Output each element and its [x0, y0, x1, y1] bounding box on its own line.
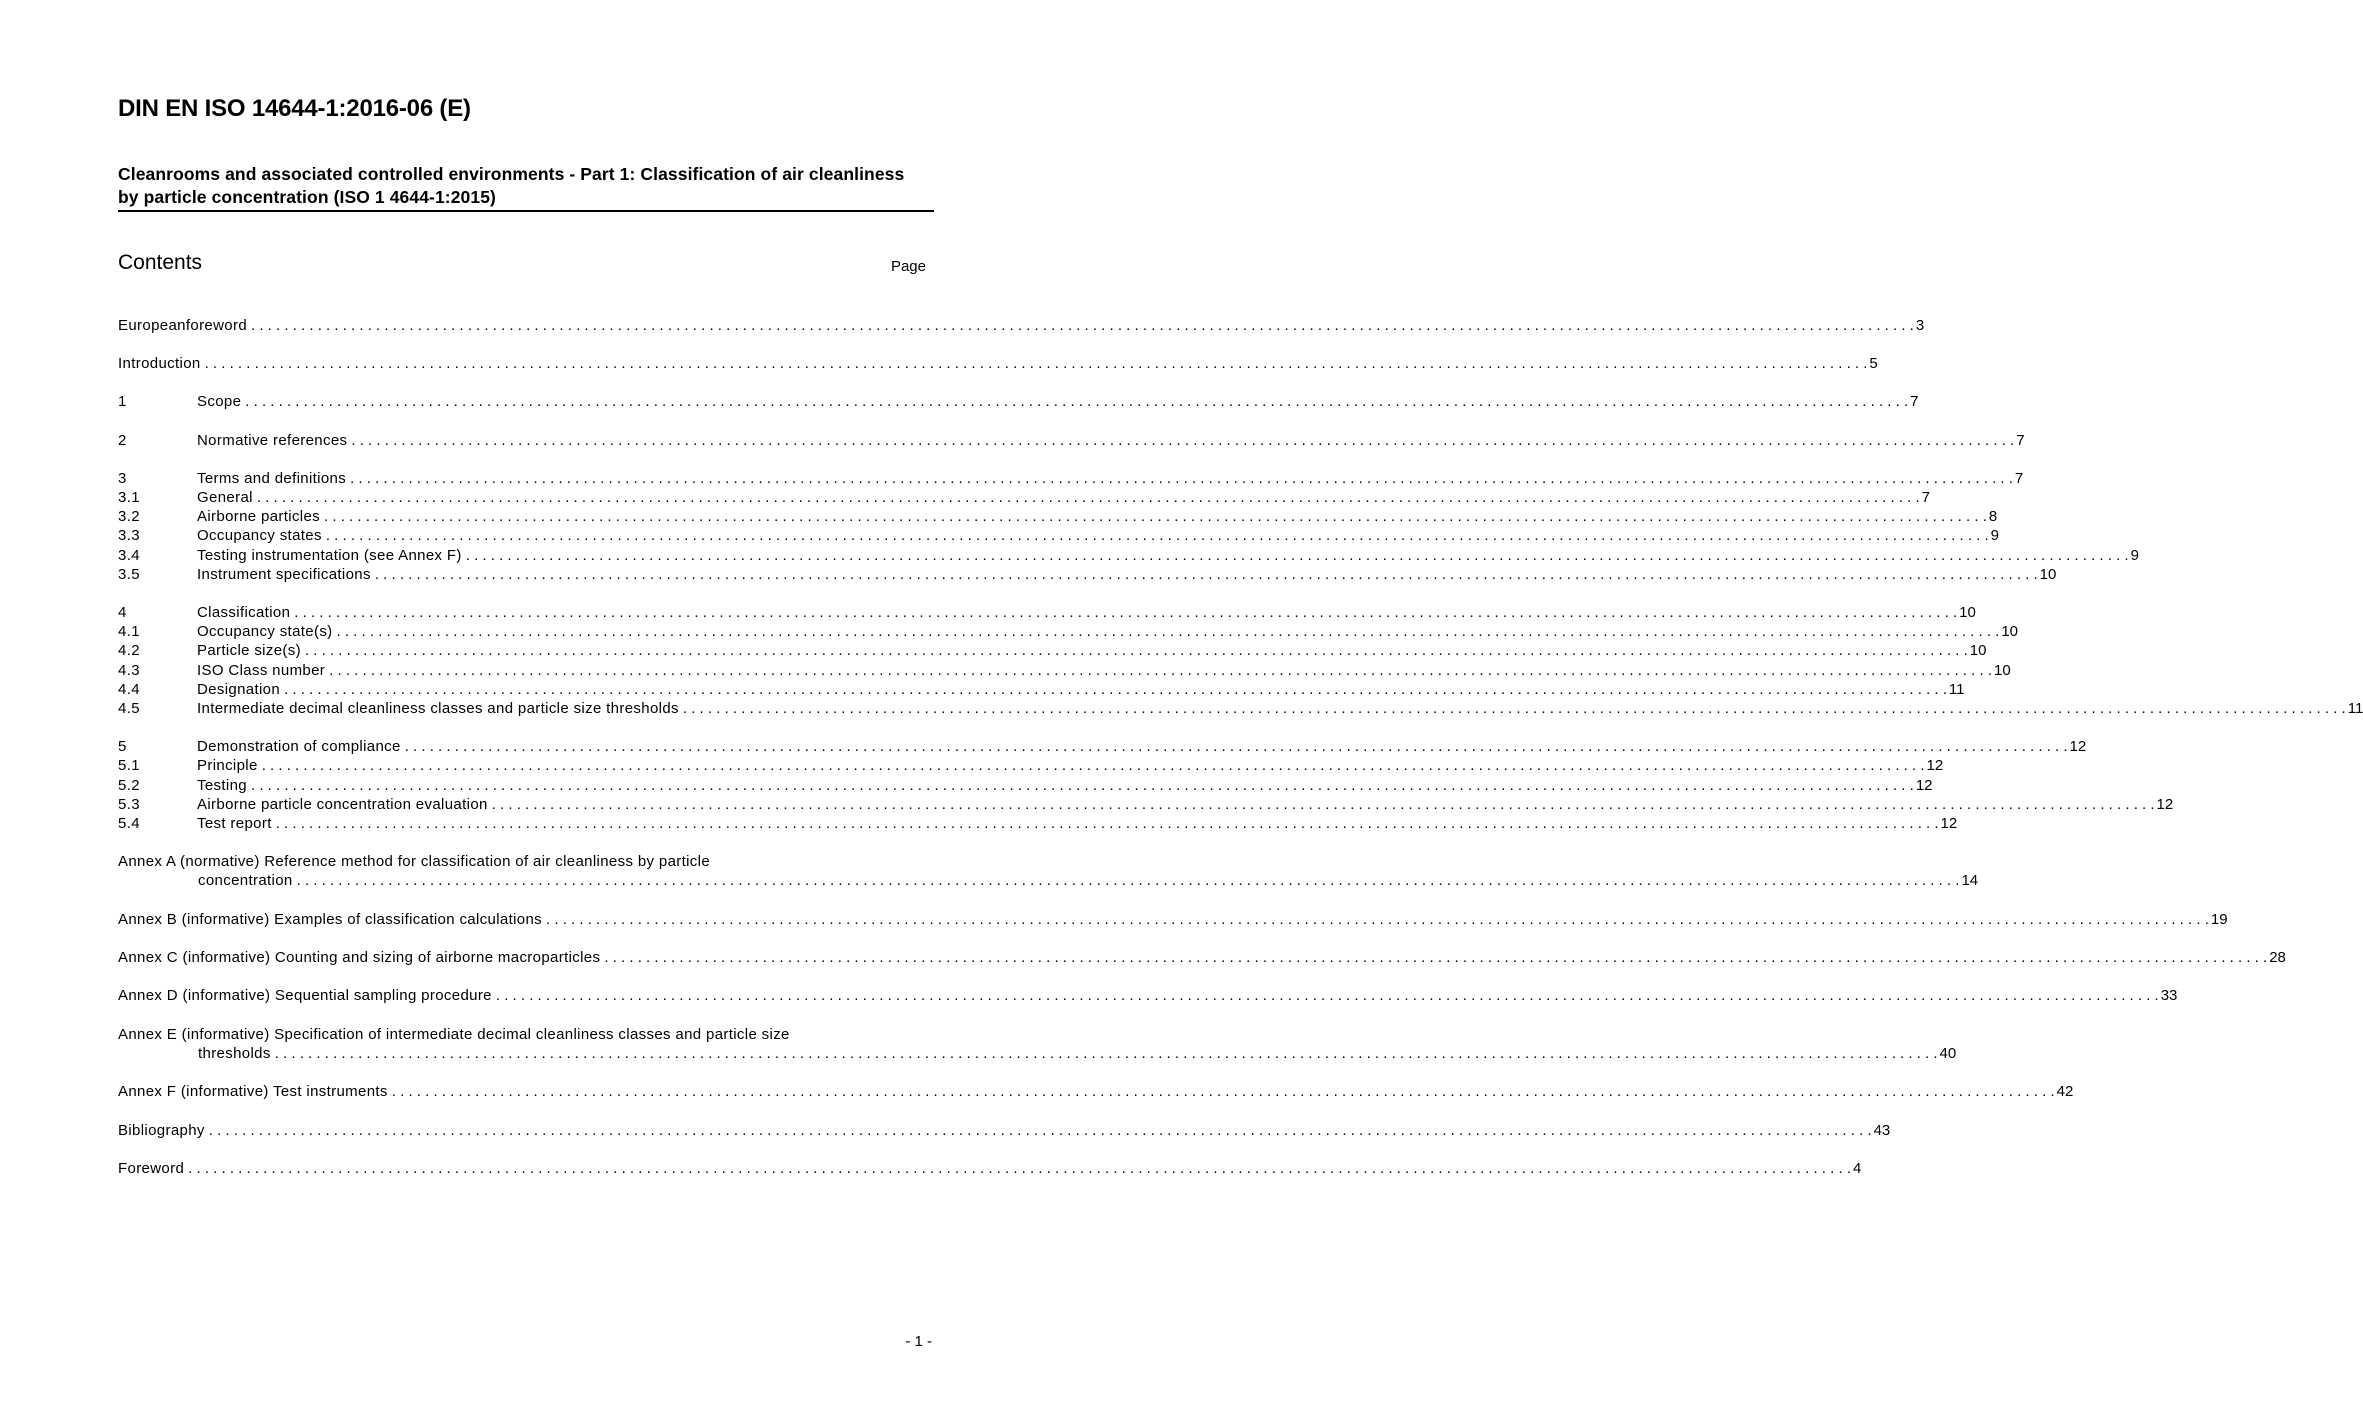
toc-entry[interactable]: [118, 680, 1965, 699]
toc-entry-title: Occupancy state(s): [197, 623, 333, 640]
toc-entry-page: 10: [1969, 642, 1987, 659]
toc-entry-title-continued: concentration: [198, 872, 293, 890]
dot-leader: . . . . . . . . . . . . . . . . . . . . . . . . . . . . . . . . . . . . . . . . . . . . . . . . . . . . . . . . . . . . . . . . . . . . . . . . . . . . . . . . . . . . . . . . . . . . . . . . . . . . . . . . . . . . . . . . . . . . . . . . . . . . . . . . . . . . . . . . . . . . . . . . . . . . . . . . . . . . . . . . . . . . . . . . . . . . . . . . . . . . . . . . . . . . . . . . . . . . . . . .: [351, 432, 2015, 449]
toc-entry-title: Annex F (informative) Test instruments: [118, 1083, 388, 1100]
toc-entry-page: 7: [2016, 432, 2025, 449]
toc-entry-page: 4: [1852, 1160, 1862, 1177]
dot-leader: . . . . . . . . . . . . . . . . . . . . . . . . . . . . . . . . . . . . . . . . . . . . . . . . . . . . . . . . . . . . . . . . . . . . . . . . . . . . . . . . . . . . . . . . . . . . . . . . . . . . . . . . . . . . . . . . . . . . . . . . . . . . . . . . . . . . . . . . . . . . . . . . . . . . . . . . . . . . . . . . . . . . . . . . . . . . . . . . . . . . . . . . . . . . . . . . . . . . . . . .: [465, 547, 2129, 564]
contents-heading: Contents: [118, 251, 203, 274]
toc-entry-title: Annex D (informative) Sequential sampling procedure: [118, 987, 492, 1004]
toc-entry-number: 5.3: [118, 796, 140, 813]
document-subtitle: Cleanrooms and associated controlled environments - Part 1: Classification of air cleanliness by particle concentration (ISO 1 4644-1:2015): [118, 164, 905, 207]
toc-entry-page: 14: [1961, 872, 1979, 890]
dot-leader: . . . . . . . . . . . . . . . . . . . . . . . . . . . . . . . . . . . . . . . . . . . . . . . . . . . . . . . . . . . . . . . . . . . . . . . . . . . . . . . . . . . . . . . . . . . . . . . . . . . . . . . . . . . . . . . . . . . . . . . . . . . . . . . . . . . . . . . . . . . . . . . . . . . . . . . . . . . . . . . . . . . . . . . . . . . . . . . . . . . . . . . . . . . . . . . . . . . . . . . .: [604, 949, 2268, 966]
toc-entry-page: 12: [1926, 757, 1944, 774]
toc-entry[interactable]: [118, 546, 2139, 565]
toc-entry-title: Europeanforeword: [118, 317, 248, 334]
toc-entry-title: Demonstration of compliance: [197, 738, 401, 755]
toc-entry-title: Foreword: [118, 1160, 185, 1177]
toc-entry-page: 11: [1948, 681, 1965, 698]
toc-entry-page: 7: [2014, 470, 2024, 487]
toc-entry-title: Annex E (informative) Specification of intermediate decimal cleanliness classes and particle size: [118, 1026, 790, 1043]
dot-leader: . . . . . . . . . . . . . . . . . . . . . . . . . . . . . . . . . . . . . . . . . . . . . . . . . . . . . . . . . . . . . . . . . . . . . . . . . . . . . . . . . . . . . . . . . . . . . . . . . . . . . . . . . . . . . . . . . . . . . . . . . . . . . . . . . . . . . . . . . . . . . . . . . . . . . . . . . . . . . . . . . . . . . . . . . . . . . . . . . . . . . . . . . . . . . . . . . . . . . . . .: [294, 604, 1958, 621]
toc-entry-number: 4.2: [118, 642, 140, 659]
toc-entry-number: 3.2: [118, 508, 140, 525]
toc-entry[interactable]: [118, 488, 1930, 507]
toc-entry-page: 9: [1990, 527, 1999, 544]
toc-entry-page: 8: [1988, 508, 1998, 525]
toc-entry-page: 10: [1993, 662, 2011, 679]
toc-entry-title: General: [197, 489, 253, 506]
toc-entry[interactable]: [118, 661, 2011, 680]
toc-entry[interactable]: [118, 565, 2057, 584]
dot-leader: . . . . . . . . . . . . . . . . . . . . . . . . . . . . . . . . . . . . . . . . . . . . . . . . . . . . . . . . . . . . . . . . . . . . . . . . . . . . . . . . . . . . . . . . . . . . . . . . . . . . . . . . . . . . . . . . . . . . . . . . . . . . . . . . . . . . . . . . . . . . . . . . . . . . . . . . . . . . . . . . . . . . . . . . . . . . . . . . . . . . . . . . . . . . . . . . . . . . . . . .: [251, 317, 1914, 334]
toc-entry-title: ISO Class number: [197, 662, 326, 679]
toc-entry-title-continued: thresholds: [198, 1045, 271, 1063]
toc-entry-page: 12: [2069, 738, 2087, 755]
dot-leader: . . . . . . . . . . . . . . . . . . . . . . . . . . . . . . . . . . . . . . . . . . . . . . . . . . . . . . . . . . . . . . . . . . . . . . . . . . . . . . . . . . . . . . . . . . . . . . . . . . . . . . . . . . . . . . . . . . . . . . . . . . . . . . . . . . . . . . . . . . . . . . . . . . . . . . . . . . . . . . . . . . . . . . . . . . . . . . . . . . . . . . . . . . . . . . . . . . . . . . . .: [250, 777, 1914, 794]
toc-entry-page: 40: [1939, 1045, 1957, 1063]
toc-entry[interactable]: [118, 526, 1999, 545]
toc-entry-number: 4.5: [118, 700, 140, 717]
toc-entry-title: Normative references: [197, 432, 348, 449]
dot-leader: . . . . . . . . . . . . . . . . . . . . . . . . . . . . . . . . . . . . . . . . . . . . . . . . . . . . . . . . . . . . . . . . . . . . . . . . . . . . . . . . . . . . . . . . . . . . . . . . . . . . . . . . . . . . . . . . . . . . . . . . . . . . . . . . . . . . . . . . . . . . . . . . . . . . . . . . . . . . . . . . . . . . . . . . . . . . . . . . . . . . . . . . . . . . . . . . . . . . . . . .: [208, 1122, 1872, 1139]
toc-entry-title: Annex C (informative) Counting and sizing of airborne macroparticles: [118, 949, 601, 966]
dot-leader: . . . . . . . . . . . . . . . . . . . . . . . . . . . . . . . . . . . . . . . . . . . . . . . . . . . . . . . . . . . . . . . . . . . . . . . . . . . . . . . . . . . . . . . . . . . . . . . . . . . . . . . . . . . . . . . . . . . . . . . . . . . . . . . . . . . . . . . . . . . . . . . . . . . . . . . . . . . . . . . . . . . . . . . . . . . . . . . . . . . . . . . . . . . . . . . . . . . . . . . .: [325, 527, 1989, 544]
toc-entry-number: 4.1: [118, 623, 140, 640]
toc-entry-title: Testing instrumentation (see Annex F): [197, 547, 462, 564]
toc-entry-title: Introduction: [118, 355, 201, 372]
toc-entry-title: Test report: [197, 815, 272, 832]
dot-leader: . . . . . . . . . . . . . . . . . . . . . . . . . . . . . . . . . . . . . . . . . . . . . . . . . . . . . . . . . . . . . . . . . . . . . . . . . . . . . . . . . . . . . . . . . . . . . . . . . . . . . . . . . . . . . . . . . . . . . . . . . . . . . . . . . . . . . . . . . . . . . . . . . . . . . . . . . . . . . . . . . . . . . . . . . . . . . . . . . . . . . . . . . . . . . . . . . . . . . . . .: [391, 1083, 2055, 1100]
toc-entry-page: 19: [2210, 911, 2228, 928]
dot-leader: . . . . . . . . . . . . . . . . . . . . . . . . . . . . . . . . . . . . . . . . . . . . . . . . . . . . . . . . . . . . . . . . . . . . . . . . . . . . . . . . . . . . . . . . . . . . . . . . . . . . . . . . . . . . . . . . . . . . . . . . . . . . . . . . . . . . . . . . . . . . . . . . . . . . . . . . . . . . . . . . . . . . . . . . . . . . . . . . . . . . . . . . . . . . . . . . . . . . . . . .: [491, 796, 2155, 813]
toc-entry-page: 33: [2160, 987, 2178, 1004]
dot-leader: . . . . . . . . . . . . . . . . . . . . . . . . . . . . . . . . . . . . . . . . . . . . . . . . . . . . . . . . . . . . . . . . . . . . . . . . . . . . . . . . . . . . . . . . . . . . . . . . . . . . . . . . . . . . . . . . . . . . . . . . . . . . . . . . . . . . . . . . . . . . . . . . . . . . . . . . . . . . . . . . . . . . . . . . . . . . . . . . . . . . . . . . . . . . . . . . . . . . . . . .: [284, 681, 1947, 698]
toc-entry-number: 3.3: [118, 527, 140, 544]
toc-entry[interactable]: [118, 910, 2228, 929]
toc-entry-number: 5: [118, 738, 127, 755]
toc-entry-number: 3.5: [118, 566, 140, 583]
toc-entry[interactable]: [118, 1159, 1862, 1178]
toc-entry-page: 10: [2039, 566, 2057, 583]
toc-entry-number: 2: [118, 432, 127, 449]
toc-entry-page: 7: [1910, 393, 1919, 410]
dot-leader: . . . . . . . . . . . . . . . . . . . . . . . . . . . . . . . . . . . . . . . . . . . . . . . . . . . . . . . . . . . . . . . . . . . . . . . . . . . . . . . . . . . . . . . . . . . . . . . . . . . . . . . . . . . . . . . . . . . . . . . . . . . . . . . . . . . . . . . . . . . . . . . . . . . . . . . . . . . . . . . . . . . . . . . . . . . . . . . . . . . . . . . . . . . . . . . . . . . . . . . .: [245, 393, 1909, 410]
toc-entry[interactable]: [118, 814, 1958, 833]
dot-leader: . . . . . . . . . . . . . . . . . . . . . . . . . . . . . . . . . . . . . . . . . . . . . . . . . . . . . . . . . . . . . . . . . . . . . . . . . . . . . . . . . . . . . . . . . . . . . . . . . . . . . . . . . . . . . . . . . . . . . . . . . . . . . . . . . . . . . . . . . . . . . . . . . . . . . . . . . . . . . . . . . . . . . . . . . . . . . . . . . . . . . . . . . . . . . . . . . . . . . . . .: [682, 700, 2346, 717]
toc-entry[interactable]: [118, 795, 2174, 814]
toc-entry-page: 28: [2269, 949, 2286, 966]
toc-entry-page: 9: [2130, 547, 2139, 564]
toc-entry-page: 11: [2347, 700, 2363, 717]
toc-entry[interactable]: [118, 852, 1979, 891]
toc-entry-page: 5: [1869, 355, 1878, 372]
toc-entry-number: 3.4: [118, 547, 140, 564]
toc-entry[interactable]: [118, 392, 1919, 411]
toc-entry-page: 12: [2156, 796, 2174, 813]
toc-entry[interactable]: [118, 737, 2087, 756]
toc-entry[interactable]: [118, 316, 1925, 335]
toc-entry-number: 5.2: [118, 777, 140, 794]
toc-entry[interactable]: [118, 699, 2363, 718]
dot-leader: . . . . . . . . . . . . . . . . . . . . . . . . . . . . . . . . . . . . . . . . . . . . . . . . . . . . . . . . . . . . . . . . . . . . . . . . . . . . . . . . . . . . . . . . . . . . . . . . . . . . . . . . . . . . . . . . . . . . . . . . . . . . . . . . . . . . . . . . . . . . . . . . . . . . . . . . . . . . . . . . . . . . . . . . . . . . . . . . . . . . . . . . . . . . . . . . . . . . . . . .: [275, 815, 1939, 832]
toc-entry-title: Occupancy states: [197, 527, 322, 544]
toc-entry-title: Airborne particles: [197, 508, 321, 525]
toc-entry-number: 1: [118, 393, 127, 410]
dot-leader: . . . . . . . . . . . . . . . . . . . . . . . . . . . . . . . . . . . . . . . . . . . . . . . . . . . . . . . . . . . . . . . . . . . . . . . . . . . . . . . . . . . . . . . . . . . . . . . . . . . . . . . . . . . . . . . . . . . . . . . . . . . . . . . . . . . . . . . . . . . . . . . . . . . . . . . . . . . . . . . . . . . . . . . . . . . . . . . . . . . . . . . . . . . . . . . . . . . . . . . .: [204, 355, 1868, 372]
dot-leader: . . . . . . . . . . . . . . . . . . . . . . . . . . . . . . . . . . . . . . . . . . . . . . . . . . . . . . . . . . . . . . . . . . . . . . . . . . . . . . . . . . . . . . . . . . . . . . . . . . . . . . . . . . . . . . . . . . . . . . . . . . . . . . . . . . . . . . . . . . . . . . . . . . . . . . . . . . . . . . . . . . . . . . . . . . . . . . . . . . . . . . . . . . . . . . . . . . . . . . . .: [274, 1045, 1938, 1063]
page-number: - 1 -: [905, 1333, 932, 1350]
toc-entry[interactable]: [118, 948, 2286, 967]
title-divider: [118, 210, 934, 212]
toc-entry[interactable]: [118, 641, 1987, 660]
toc-entry[interactable]: [118, 354, 1878, 373]
dot-leader: . . . . . . . . . . . . . . . . . . . . . . . . . . . . . . . . . . . . . . . . . . . . . . . . . . . . . . . . . . . . . . . . . . . . . . . . . . . . . . . . . . . . . . . . . . . . . . . . . . . . . . . . . . . . . . . . . . . . . . . . . . . . . . . . . . . . . . . . . . . . . . . . . . . . . . . . . . . . . . . . . . . . . . . . . . . . . . . . . . . . . . . . . . . . . . . . . . . . . . . .: [350, 470, 2013, 487]
toc-entry-number: 3.1: [118, 489, 140, 506]
toc-entry-number: 5.1: [118, 757, 140, 774]
dot-leader: . . . . . . . . . . . . . . . . . . . . . . . . . . . . . . . . . . . . . . . . . . . . . . . . . . . . . . . . . . . . . . . . . . . . . . . . . . . . . . . . . . . . . . . . . . . . . . . . . . . . . . . . . . . . . . . . . . . . . . . . . . . . . . . . . . . . . . . . . . . . . . . . . . . . . . . . . . . . . . . . . . . . . . . . . . . . . . . . . . . . . . . . . . . . . . . . . . . . . . . .: [324, 508, 1987, 525]
document-title: DIN EN ISO 14644-1:2016-06 (E): [118, 95, 471, 122]
page-column-heading: Page: [890, 258, 926, 275]
toc-entry[interactable]: [118, 469, 2024, 488]
toc-entry-title: Instrument specifications: [197, 566, 371, 583]
toc-entry-number: 4.3: [118, 662, 140, 679]
dot-leader: . . . . . . . . . . . . . . . . . . . . . . . . . . . . . . . . . . . . . . . . . . . . . . . . . . . . . . . . . . . . . . . . . . . . . . . . . . . . . . . . . . . . . . . . . . . . . . . . . . . . . . . . . . . . . . . . . . . . . . . . . . . . . . . . . . . . . . . . . . . . . . . . . . . . . . . . . . . . . . . . . . . . . . . . . . . . . . . . . . . . . . . . . . . . . . . . . . . . . . . .: [495, 987, 2159, 1004]
toc-entry-page: 10: [2001, 623, 2019, 640]
toc-entry[interactable]: [118, 986, 2178, 1005]
toc-entry-title: Annex A (normative) Reference method for classification of air cleanliness by particle: [118, 853, 711, 870]
toc-entry-page: 7: [1921, 489, 1930, 506]
toc-entry-title: Classification: [197, 604, 291, 621]
dot-leader: . . . . . . . . . . . . . . . . . . . . . . . . . . . . . . . . . . . . . . . . . . . . . . . . . . . . . . . . . . . . . . . . . . . . . . . . . . . . . . . . . . . . . . . . . . . . . . . . . . . . . . . . . . . . . . . . . . . . . . . . . . . . . . . . . . . . . . . . . . . . . . . . . . . . . . . . . . . . . . . . . . . . . . . . . . . . . . . . . . . . . . . . . . . . . . . . . . . . . . . .: [329, 662, 1992, 679]
toc-entry[interactable]: [118, 431, 2025, 450]
dot-leader: . . . . . . . . . . . . . . . . . . . . . . . . . . . . . . . . . . . . . . . . . . . . . . . . . . . . . . . . . . . . . . . . . . . . . . . . . . . . . . . . . . . . . . . . . . . . . . . . . . . . . . . . . . . . . . . . . . . . . . . . . . . . . . . . . . . . . . . . . . . . . . . . . . . . . . . . . . . . . . . . . . . . . . . . . . . . . . . . . . . . . . . . . . . . . . . . . . . . . . . .: [336, 623, 2000, 640]
toc-entry-title: Scope: [197, 393, 242, 410]
toc-entry-title: Designation: [197, 681, 281, 698]
toc-entry[interactable]: [118, 776, 1933, 795]
dot-leader: . . . . . . . . . . . . . . . . . . . . . . . . . . . . . . . . . . . . . . . . . . . . . . . . . . . . . . . . . . . . . . . . . . . . . . . . . . . . . . . . . . . . . . . . . . . . . . . . . . . . . . . . . . . . . . . . . . . . . . . . . . . . . . . . . . . . . . . . . . . . . . . . . . . . . . . . . . . . . . . . . . . . . . . . . . . . . . . . . . . . . . . . . . . . . . . . . . . . . . . .: [304, 642, 1968, 659]
dot-leader: . . . . . . . . . . . . . . . . . . . . . . . . . . . . . . . . . . . . . . . . . . . . . . . . . . . . . . . . . . . . . . . . . . . . . . . . . . . . . . . . . . . . . . . . . . . . . . . . . . . . . . . . . . . . . . . . . . . . . . . . . . . . . . . . . . . . . . . . . . . . . . . . . . . . . . . . . . . . . . . . . . . . . . . . . . . . . . . . . . . . . . . . . . . . . . . . . . . . . . . .: [188, 1160, 1851, 1177]
toc-entry-title: Testing: [197, 777, 247, 794]
toc-entry-page: 43: [1873, 1122, 1891, 1139]
toc-entry[interactable]: [118, 507, 1998, 526]
toc-entry-page: 12: [1915, 777, 1933, 794]
toc-entry-title: Annex B (informative) Examples of classification calculations: [118, 911, 543, 928]
toc-entry-title: Terms and definitions: [197, 470, 347, 487]
toc-entry-page: 10: [1959, 604, 1976, 621]
dot-leader: . . . . . . . . . . . . . . . . . . . . . . . . . . . . . . . . . . . . . . . . . . . . . . . . . . . . . . . . . . . . . . . . . . . . . . . . . . . . . . . . . . . . . . . . . . . . . . . . . . . . . . . . . . . . . . . . . . . . . . . . . . . . . . . . . . . . . . . . . . . . . . . . . . . . . . . . . . . . . . . . . . . . . . . . . . . . . . . . . . . . . . . . . . . . . . . . . . . . . . . .: [296, 872, 1960, 890]
toc-entry-title: Bibliography: [118, 1122, 205, 1139]
toc-entry-page: 3: [1915, 317, 1925, 334]
dot-leader: . . . . . . . . . . . . . . . . . . . . . . . . . . . . . . . . . . . . . . . . . . . . . . . . . . . . . . . . . . . . . . . . . . . . . . . . . . . . . . . . . . . . . . . . . . . . . . . . . . . . . . . . . . . . . . . . . . . . . . . . . . . . . . . . . . . . . . . . . . . . . . . . . . . . . . . . . . . . . . . . . . . . . . . . . . . . . . . . . . . . . . . . . . . . . . . . . . . . . . . .: [404, 738, 2068, 755]
toc-entry[interactable]: [118, 1082, 2074, 1101]
toc-entry-title: Intermediate decimal cleanliness classes and particle size thresholds: [197, 700, 679, 717]
toc-entry-page: 12: [1940, 815, 1958, 832]
toc-entry[interactable]: [118, 1121, 1891, 1140]
toc-entry-number: 4.4: [118, 681, 140, 698]
toc-entry[interactable]: [118, 1025, 1957, 1064]
dot-leader: . . . . . . . . . . . . . . . . . . . . . . . . . . . . . . . . . . . . . . . . . . . . . . . . . . . . . . . . . . . . . . . . . . . . . . . . . . . . . . . . . . . . . . . . . . . . . . . . . . . . . . . . . . . . . . . . . . . . . . . . . . . . . . . . . . . . . . . . . . . . . . . . . . . . . . . . . . . . . . . . . . . . . . . . . . . . . . . . . . . . . . . . . . . . . . . . . . . . . . . .: [374, 566, 2038, 583]
toc-entry[interactable]: [118, 756, 1944, 775]
toc-entry-number: 5.4: [118, 815, 140, 832]
toc-entry-title: Principle: [197, 757, 258, 774]
dot-leader: . . . . . . . . . . . . . . . . . . . . . . . . . . . . . . . . . . . . . . . . . . . . . . . . . . . . . . . . . . . . . . . . . . . . . . . . . . . . . . . . . . . . . . . . . . . . . . . . . . . . . . . . . . . . . . . . . . . . . . . . . . . . . . . . . . . . . . . . . . . . . . . . . . . . . . . . . . . . . . . . . . . . . . . . . . . . . . . . . . . . . . . . . . . . . . . . . . . . . . . .: [546, 911, 2209, 928]
toc-entry-title: Airborne particle concentration evaluation: [197, 796, 488, 813]
dot-leader: . . . . . . . . . . . . . . . . . . . . . . . . . . . . . . . . . . . . . . . . . . . . . . . . . . . . . . . . . . . . . . . . . . . . . . . . . . . . . . . . . . . . . . . . . . . . . . . . . . . . . . . . . . . . . . . . . . . . . . . . . . . . . . . . . . . . . . . . . . . . . . . . . . . . . . . . . . . . . . . . . . . . . . . . . . . . . . . . . . . . . . . . . . . . . . . . . . . . . . . .: [256, 489, 1920, 506]
toc-entry-number: 4: [118, 604, 127, 621]
dot-leader: . . . . . . . . . . . . . . . . . . . . . . . . . . . . . . . . . . . . . . . . . . . . . . . . . . . . . . . . . . . . . . . . . . . . . . . . . . . . . . . . . . . . . . . . . . . . . . . . . . . . . . . . . . . . . . . . . . . . . . . . . . . . . . . . . . . . . . . . . . . . . . . . . . . . . . . . . . . . . . . . . . . . . . . . . . . . . . . . . . . . . . . . . . . . . . . . . . . . . . . .: [261, 757, 1925, 774]
toc-entry[interactable]: [118, 622, 2019, 641]
toc-entry-page: 42: [2056, 1083, 2074, 1100]
toc-entry[interactable]: [118, 603, 1976, 622]
toc-entry-number: 3: [118, 470, 127, 487]
toc-entry-title: Particle size(s): [197, 642, 301, 659]
